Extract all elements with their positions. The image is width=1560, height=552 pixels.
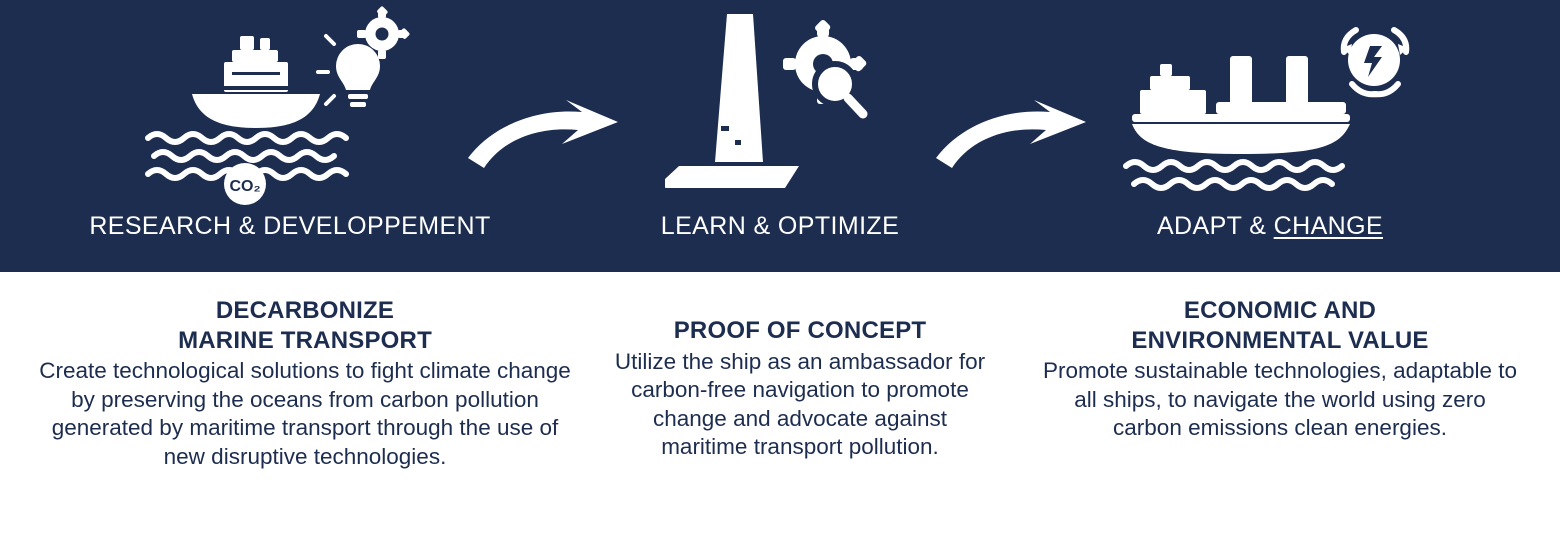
stage-3-title [1157, 212, 1383, 241]
description-1-heading-line2: MARINE TRANSPORT [178, 326, 432, 354]
description-2-heading [600, 316, 1000, 346]
description-learn-optimize [600, 272, 1000, 462]
stage-learn-optimize [580, 0, 980, 272]
description-research-development [0, 272, 600, 471]
description-3-heading [1000, 296, 1560, 355]
stage-1-title: RESEARCH & DEVELOPPEMENT [89, 212, 491, 240]
stage-3-title-underlined: CHANGE [1273, 212, 1384, 240]
description-2-heading-line1: PROOF OF CONCEPT [673, 317, 927, 344]
description-3-heading-line2: ENVIRONMENTAL VALUE [1131, 326, 1429, 354]
co2-label: CO₂ [229, 178, 261, 195]
stage-2-icon-group [665, 0, 895, 212]
description-adapt-change [1000, 272, 1560, 443]
lightbulb-gear-icon [318, 6, 410, 107]
stage-1-icon-group [140, 0, 440, 212]
description-3-heading-line1: ECONOMIC AND [1183, 297, 1377, 324]
description-3-body: Promote sustainable technologies, adaptable to all ships, to navigate the world using zero carbon emissions clean energies. [1042, 358, 1518, 441]
description-2-body: Utilize the ship as an ambassador for carbon-free navigation to promote change and advocate against maritime transport pollution. [614, 348, 986, 460]
stage-3-icon-group [1120, 0, 1420, 212]
description-1-body: Create technological solutions to fight climate change by preserving the oceans from carbon pollution generated by maritime transport through the use of new disruptive technologies. [39, 358, 571, 469]
curved-arrow-icon-1 [462, 100, 622, 170]
cargo-ship-icon [140, 6, 440, 206]
curved-arrow-icon-2 [930, 100, 1090, 170]
gear-magnifier-icon [783, 19, 868, 114]
description-1-heading-line1: DECARBONIZE [215, 297, 395, 324]
stage-2-title: LEARN & OPTIMIZE [660, 212, 900, 240]
stage-3-title-prefix: ADAPT & [1156, 212, 1274, 240]
waves-icon [1126, 162, 1342, 188]
recycle-energy-icon [1342, 30, 1408, 94]
co2-bubble-icon [224, 163, 266, 205]
cargo-ship-sails-icon [1120, 6, 1420, 206]
description-1-heading [10, 296, 600, 355]
wing-sail-icon [665, 6, 895, 206]
stage-icon-row [0, 0, 1560, 272]
description-row [0, 272, 1560, 552]
